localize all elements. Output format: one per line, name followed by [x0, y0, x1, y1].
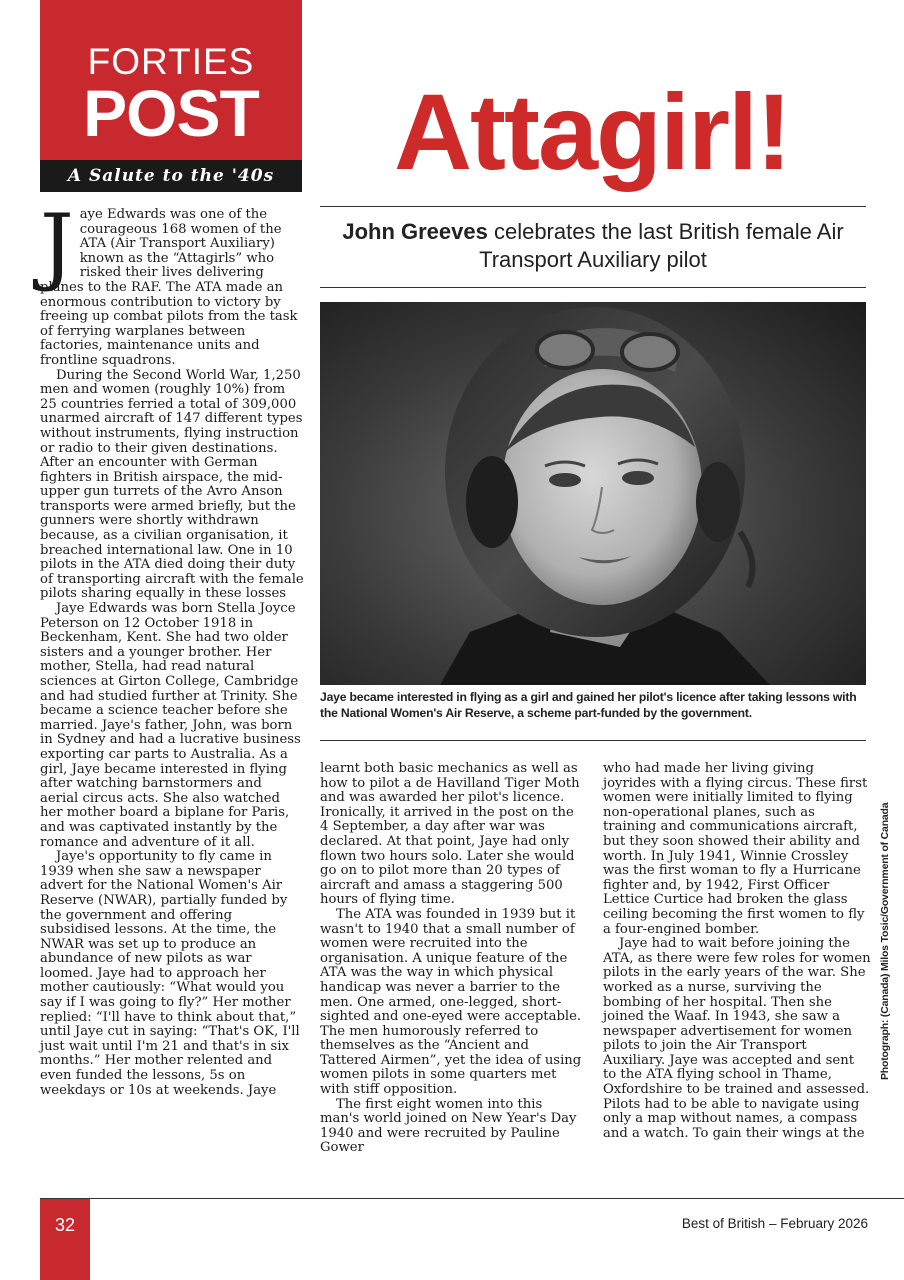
- paragraph: learnt both basic mechanics as well as how to pilot a de Havilland Tiger Moth and was awarded her pilot's licence. Ironically, it arrived in the post on the 4 September, a day after war was declared. At that point, Jaye had only flown two hours solo. Later she would go on to pilot more than 20 types of aircraft and amass a staggering 500 hours of flying time.: [320, 761, 580, 908]
- page-number: 32: [54, 1215, 76, 1235]
- column-3: [603, 762, 871, 1141]
- paragraph: Jaye had to wait before joining the ATA, as there were few roles for women pilots in the early years of the war. She worked as a nurse, surviving the bombing of her hospital. Then she joined the Waaf. In 1943, she saw a newspaper advertisement for women pilots to join the Air Transport Auxiliary. Jaye was accepted and sent to the ATA flying school in Thame, Oxfordshire to be trained and assessed. Pilots had to be able to navigate using only a map without names, a compass and a watch. To gain their wings at the: [603, 936, 871, 1141]
- standfirst-text: celebrates the last British female Air Transport Auxiliary pilot: [479, 219, 844, 272]
- portrait-photo: [320, 302, 866, 685]
- paragraph: Jaye's opportunity to fly came in 1939 when she saw a newspaper advert for the National Women's Air Reserve (NWAR), partially funded by the government and offering subsidised lessons. At the time, the NWAR was set up to produce an abundance of new pilots as war loomed. Jaye had to approach her mother cautiously: “What would you say if I was going to fly?” Her mother replied: “I'll have to think about that,” until Jaye cut in saying: “That's OK, I'll just wait until I'm 21 and that's in six months.” Her mother relented and even funded the lessons, 5s on weekdays or 10s at weekends. Jaye: [40, 849, 300, 1098]
- paragraph: The first eight women into this man's world joined on New Year's Day 1940 and were recruited by Pauline Gower: [320, 1096, 577, 1156]
- photo-caption: Jaye became interested in flying as a girl and gained her pilot's licence after taking lessons with the National Women's Air Reserve, a scheme part-funded by the government.: [320, 690, 857, 720]
- portrait-illustration: [320, 302, 866, 685]
- paragraph: The ATA was founded in 1939 but it wasn't to 1940 that a small number of women were recruited into the organisation. A unique feature of the ATA was the way in which physical handicap was never a barrier to the men. One armed, one-legged, short-sighted and one-eyed were acceptable. The men humorously referred to themselves as the “Ancient and Tattered Airmen”, yet the idea of using women pilots in some quarters met with stiff opposition.: [320, 906, 582, 1098]
- caption-rule: [320, 740, 866, 741]
- page-number-tab: [40, 1199, 90, 1280]
- standfirst-rule: [320, 287, 866, 288]
- masthead-forties: FORTIES: [87, 41, 255, 82]
- footer-publication: Best of British – February 2026: [681, 1216, 868, 1231]
- masthead-post: POST: [83, 76, 259, 150]
- drop-cap: J: [40, 196, 74, 294]
- paragraph: During the Second World War, 1,250 men and women (roughly 10%) from 25 countries ferried a total of 309,000 unarmed aircraft of 147 different types without instruments, flying instruction or radio to their given destinations. After an encounter with German fighters in British airspace, the mid-upper gun turrets of the Avro Anson transports were armed briefly, but the gunners were shortly withdrawn because, as a civilian organisation, it breached international law. One in 10 pilots in the ATA died doing their duty of transporting aircraft with the female pilots sharing equally in these losses: [40, 367, 304, 602]
- paragraph: Jaye Edwards was born Stella Joyce Peterson on 12 October 1918 in Beckenham, Kent. She had two older sisters and a younger brother. Her mother, Stella, had read natural sciences at Girton College, Cambridge and had studied further at Trinity. She became a science teacher before she married. Jaye's father, John, was born in Sydney and had a lucrative business exporting car parts to Australia. As a girl, Jaye became interested in flying after watching barnstormers and aerial circus acts. She also watched her mother board a biplane for Paris, and was captivated instantly by the romance and adventure of it all.: [40, 601, 301, 850]
- paragraph: who had made her living giving joyrides with a flying circus. These first women were initially limited to flying non-operational planes, such as training and communications aircraft, but they soon showed their ability and worth. In July 1941, Winnie Crossley was the first woman to fly a Hurricane fighter and, by 1942, First Officer Lettice Curtice had broken the glass ceiling becoming the first women to fly a four-engined bomber.: [603, 761, 868, 937]
- photo-credit: Photograph: (Canada) Milos Tosic/Government of Canada: [879, 802, 891, 1080]
- footer-rule: [40, 1198, 904, 1199]
- standfirst: [320, 218, 866, 274]
- headline-rule: [320, 206, 866, 207]
- masthead: [40, 0, 302, 192]
- headline: Attagirl!: [394, 71, 790, 192]
- standfirst-author: John Greeves: [342, 219, 488, 244]
- paragraph: Jaye Edwards was one of the courageous 168 women of the ATA (Air Transport Auxiliary) known as the “Attagirls” who risked their lives delivering planes to the RAF. The ATA made an enormous contribution to victory by freeing up combat pilots from the task of ferrying warplanes between factories, maintenance units and frontline squadrons.: [40, 196, 298, 368]
- masthead-tagline: A Salute to the '40s: [67, 166, 275, 186]
- column-1: [40, 196, 304, 1098]
- column-2: [320, 762, 582, 1156]
